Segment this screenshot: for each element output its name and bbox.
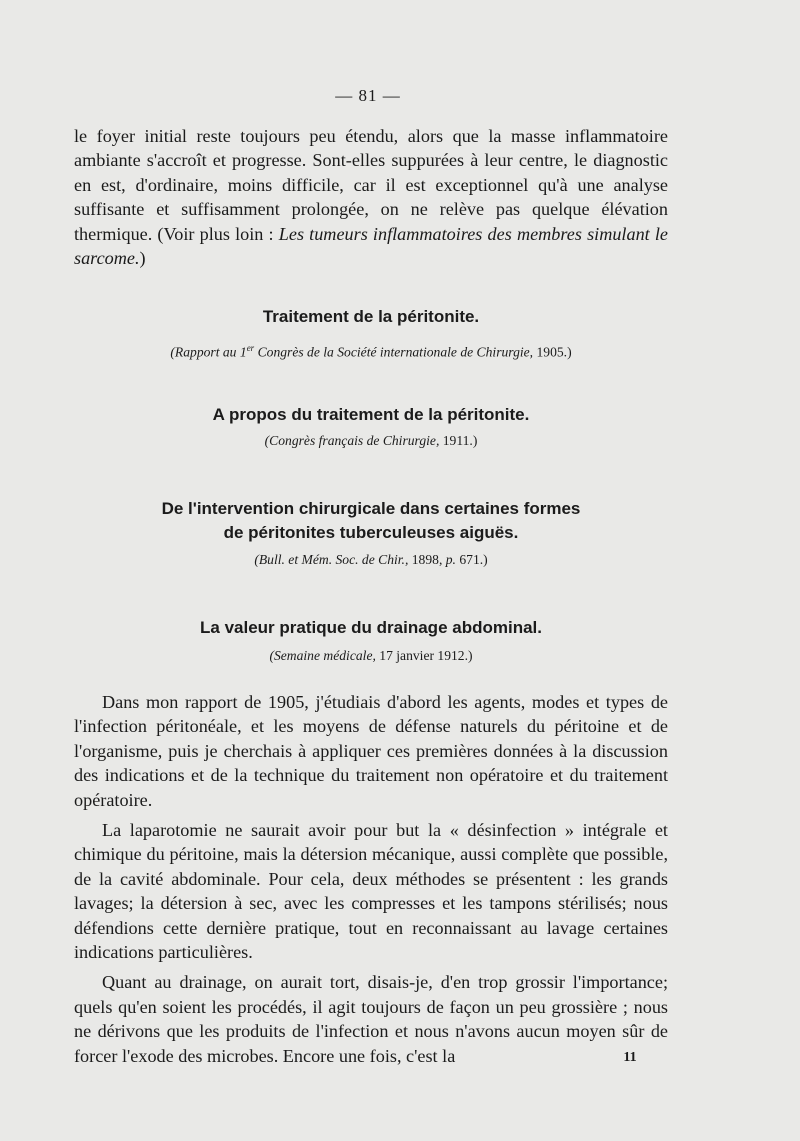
intro-line-1: le foyer initial reste toujours peu étendu, alors que la masse inflammatoire [74, 126, 668, 146]
section-1-source-sup: er [246, 343, 255, 353]
intro-line-2: ambiante s'accroît et progresse. Sont-elles suppurées à leur centre, le [74, 150, 588, 171]
section-3-title-line-1: De l'intervention chirurgicale dans certaines formes [161, 499, 581, 518]
section-4-source-italic: (Semaine médicale, [269, 648, 376, 663]
section-3-title-line-2: de péritonites tuberculeuses aiguës. [223, 523, 519, 542]
section-1-title: Traitement de la péritonite. [262, 307, 480, 326]
section-4-title: La valeur pratique du drainage abdominal. [200, 618, 542, 637]
section-1-source-prefix: (Rapport au 1 [170, 344, 247, 360]
body-paragraph-2: La laparotomie ne saurait avoir pour but la « désinfection » intégrale et chimique du péritoine, mais la détersion mécanique, aussi complète que possible, de la cavité abdominale. Pour cela, deux méthodes se présentent : les grands lavages; la détersion à sec, avec les compresses et les tampons stérilisés; nous défendions cette dernière pratique, tout en reconnaissant au lavage certaines indications particulières. [74, 820, 668, 963]
signature-mark: 11 [623, 1050, 637, 1065]
intro-line-5: élévation thermique. (Voir plus loin : [74, 199, 668, 244]
section-2-source-italic: (Congrès français de Chirurgie, [264, 433, 440, 448]
intro-italic-ref-2: membres simulant le sarcome. [74, 223, 669, 269]
section-3-source-italic: (Bull. et Mém. Soc. de Chir., [254, 552, 409, 567]
intro-closing: ) [139, 248, 146, 269]
section-2-source [74, 432, 668, 450]
intro-line-3: diagnostic en est, d'ordinaire, moins difficile, car il est exceptionnel qu'à [74, 150, 668, 195]
body-paragraph-3: Quant au drainage, on aurait tort, disais-je, d'en trop grossir l'importance; quels qu'en soient les procédés, il agit toujours de façon un peu grossière ; nous ne dérivons que les produits de l'infection et nous n'avons aucun moyen sûr de forcer l'exode des microbes. Encore une fois, c'est la [74, 972, 668, 1066]
intro-paragraph [74, 124, 668, 270]
section-1-source-rest: Congrès de la Société internationale de Chirurgie, [254, 344, 534, 360]
section-4-source-year: 17 janvier 1912.) [375, 648, 473, 663]
section-2-title: A propos du traitement de la péritonite. [212, 405, 530, 424]
intro-italic-ref-1: Les tumeurs inflammatoires des [278, 223, 512, 244]
page-number: — 81 — [335, 86, 401, 105]
section-2-source-year: 1911.) [439, 433, 478, 448]
section-1-source-year: 1905.) [533, 344, 572, 360]
section-4-source [74, 647, 668, 665]
body-paragraph-1: Dans mon rapport de 1905, j'étudiais d'abord les agents, modes et types de l'infection péritonéale, et les moyens de défense naturels du péritoine et de l'organisme, puis je cherchais à appliquer ces premières données à la discussion des indications et de la technique du traitement non opératoire et du traitement opératoire. [74, 692, 668, 810]
body-text [74, 690, 668, 1068]
section-3-source-page: 671.) [455, 552, 488, 567]
intro-line-4: une analyse suffisante et suffisamment prolongée, on ne relève pas quelque [74, 174, 669, 220]
section-3-source-p: p. [445, 552, 456, 567]
section-3-source-year: 1898, [408, 552, 446, 567]
section-3-source [74, 551, 668, 569]
section-1-source [74, 339, 668, 362]
